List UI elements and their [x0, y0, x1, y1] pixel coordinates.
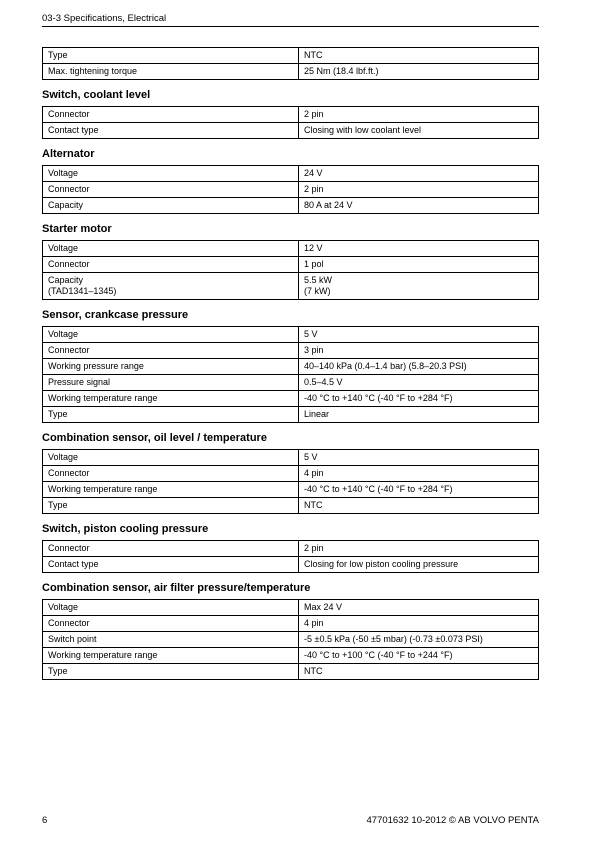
table-row — [43, 241, 539, 257]
spec-label: Connector — [48, 618, 90, 628]
spec-label-cell — [43, 632, 299, 648]
spec-value: 2 pin — [304, 543, 324, 553]
table-row — [43, 182, 539, 198]
spec-table — [42, 326, 539, 423]
spec-label-cell — [43, 107, 299, 123]
section-title: Starter motor — [42, 223, 112, 235]
spec-section-alternator — [42, 148, 539, 214]
spec-value-cell — [299, 466, 539, 482]
table-row — [43, 466, 539, 482]
section-title: Sensor, crankcase pressure — [42, 309, 189, 321]
section-title: Combination sensor, air filter pressure/temperature — [42, 582, 311, 594]
spec-label: Max. tightening torque — [48, 66, 138, 76]
spec-label-cell — [43, 600, 299, 616]
spec-label: Type — [48, 409, 68, 419]
spec-value-cell — [299, 648, 539, 664]
spec-section-switch-coolant-level — [42, 89, 539, 139]
spec-value-cell — [299, 616, 539, 632]
spec-value: 24 V — [304, 168, 323, 178]
spec-value-cell — [299, 64, 539, 80]
spec-value: 40–140 kPa (0.4–1.4 bar) (5.8–20.3 PSI) — [304, 361, 467, 371]
table-row — [43, 648, 539, 664]
spec-value-cell — [299, 241, 539, 257]
spec-label-cell — [43, 359, 299, 375]
spec-value-cell — [299, 498, 539, 514]
spec-label: Working temperature range — [48, 393, 158, 403]
spec-value: 2 pin — [304, 184, 324, 194]
table-row — [43, 107, 539, 123]
section-title: Combination sensor, oil level / temperature — [42, 432, 267, 444]
page-number: 6 — [42, 815, 48, 826]
spec-table — [42, 106, 539, 139]
spec-section-starter-motor — [42, 223, 539, 300]
table-row — [43, 616, 539, 632]
spec-value-cell — [299, 375, 539, 391]
spec-value: 3 pin — [304, 345, 324, 355]
spec-table — [42, 165, 539, 214]
spec-value: 1 pol — [304, 259, 324, 269]
spec-value-cell — [299, 632, 539, 648]
spec-value: 2 pin — [304, 109, 324, 119]
spec-label: Voltage — [48, 452, 79, 462]
spec-label-cell — [43, 198, 299, 214]
table-row — [43, 64, 539, 80]
table-row — [43, 327, 539, 343]
spec-value-cell — [299, 107, 539, 123]
spec-label: Connector — [48, 468, 90, 478]
table-row — [43, 166, 539, 182]
spec-value: 25 Nm (18.4 lbf.ft.) — [304, 66, 379, 76]
spec-value-cell — [299, 198, 539, 214]
spec-label: Working temperature range — [48, 650, 158, 660]
spec-table — [42, 240, 539, 300]
spec-table — [42, 449, 539, 514]
spec-label: Pressure signal — [48, 377, 111, 387]
spec-label: Switch point — [48, 634, 97, 644]
spec-label: Contact type — [48, 559, 99, 569]
spec-value-cell — [299, 182, 539, 198]
table-row — [43, 664, 539, 680]
document-info: 47701632 10-2012 © AB VOLVO PENTA — [366, 815, 539, 826]
spec-label-cell — [43, 48, 299, 64]
spec-label-cell — [43, 482, 299, 498]
spec-value: 5.5 kW — [304, 275, 333, 285]
table-row — [43, 359, 539, 375]
spec-label-cell — [43, 241, 299, 257]
table-row — [43, 343, 539, 359]
table-row — [43, 123, 539, 139]
table-row — [43, 498, 539, 514]
spec-label: (TAD1341–1345) — [48, 286, 117, 296]
table-row — [43, 48, 539, 64]
spec-label: Contact type — [48, 125, 99, 135]
spec-value: Closing with low coolant level — [304, 125, 422, 135]
spec-value: 5 V — [304, 452, 318, 462]
spec-label-cell — [43, 182, 299, 198]
spec-value-cell — [299, 359, 539, 375]
table-row — [43, 632, 539, 648]
spec-section-switch-piston-cooling-pressure — [42, 523, 539, 573]
spec-table — [42, 47, 539, 80]
spec-value: 0.5–4.5 V — [304, 377, 343, 387]
section-title: Alternator — [42, 148, 95, 160]
spec-value: -40 °C to +100 °C (-40 °F to +244 °F) — [304, 650, 453, 660]
spec-value-cell — [299, 391, 539, 407]
spec-label: Voltage — [48, 602, 79, 612]
table-row — [43, 198, 539, 214]
spec-value: (7 kW) — [304, 286, 331, 296]
spec-value-cell — [299, 557, 539, 573]
spec-value-cell — [299, 48, 539, 64]
table-row — [43, 557, 539, 573]
spec-label-cell — [43, 407, 299, 423]
spec-value-cell — [299, 450, 539, 466]
table-row — [43, 450, 539, 466]
spec-label: Working temperature range — [48, 484, 158, 494]
table-row — [43, 273, 539, 300]
spec-table — [42, 599, 539, 680]
spec-label: Voltage — [48, 243, 79, 253]
spec-value: Closing for low piston cooling pressure — [304, 559, 459, 569]
spec-value: -40 °C to +140 °C (-40 °F to +284 °F) — [304, 393, 453, 403]
spec-label-cell — [43, 541, 299, 557]
spec-label: Working pressure range — [48, 361, 144, 371]
spec-value-cell — [299, 407, 539, 423]
spec-label: Connector — [48, 109, 90, 119]
spec-value-cell — [299, 600, 539, 616]
spec-label-cell — [43, 648, 299, 664]
spec-section-continued — [42, 47, 539, 80]
spec-value-cell — [299, 257, 539, 273]
spec-value: NTC — [304, 50, 323, 60]
spec-section-combination-sensor-oil-level-temperature — [42, 432, 539, 514]
spec-label: Type — [48, 50, 68, 60]
spec-section-combination-sensor-air-filter-pressure-temperature — [42, 582, 539, 680]
spec-value-cell — [299, 166, 539, 182]
spec-value: -5 ±0.5 kPa (-50 ±5 mbar) (-0.73 ±0.073 PSI) — [304, 634, 483, 644]
spec-value: Linear — [304, 409, 330, 419]
spec-label-cell — [43, 498, 299, 514]
spec-section-sensor-crankcase-pressure — [42, 309, 539, 423]
spec-label-cell — [43, 557, 299, 573]
spec-label: Capacity — [48, 275, 84, 285]
spec-value: 80 A at 24 V — [304, 200, 353, 210]
spec-label-cell — [43, 64, 299, 80]
spec-value-cell — [299, 664, 539, 680]
spec-value-cell — [299, 273, 539, 300]
table-row — [43, 391, 539, 407]
spec-label-cell — [43, 664, 299, 680]
spec-value-cell — [299, 482, 539, 498]
spec-value-cell — [299, 327, 539, 343]
spec-label: Type — [48, 500, 68, 510]
spec-label-cell — [43, 257, 299, 273]
spec-value-cell — [299, 541, 539, 557]
spec-label: Capacity — [48, 200, 84, 210]
table-row — [43, 257, 539, 273]
spec-label: Voltage — [48, 168, 79, 178]
page-header — [42, 13, 539, 27]
spec-label-cell — [43, 375, 299, 391]
section-title: Switch, coolant level — [42, 89, 151, 101]
spec-label-cell — [43, 616, 299, 632]
spec-value-cell — [299, 123, 539, 139]
spec-label-cell — [43, 166, 299, 182]
spec-value: NTC — [304, 500, 323, 510]
spec-label-cell — [43, 466, 299, 482]
spec-label-cell — [43, 273, 299, 300]
spec-label-cell — [43, 343, 299, 359]
spec-value: -40 °C to +140 °C (-40 °F to +284 °F) — [304, 484, 453, 494]
table-row — [43, 482, 539, 498]
spec-value: 4 pin — [304, 468, 324, 478]
table-row — [43, 541, 539, 557]
spec-label: Connector — [48, 543, 90, 553]
section-title: Switch, piston cooling pressure — [42, 523, 209, 535]
table-row — [43, 600, 539, 616]
spec-label-cell — [43, 391, 299, 407]
spec-label-cell — [43, 450, 299, 466]
table-row — [43, 407, 539, 423]
spec-label-cell — [43, 327, 299, 343]
spec-content — [42, 47, 539, 680]
spec-label: Connector — [48, 259, 90, 269]
spec-value: NTC — [304, 666, 323, 676]
spec-label-cell — [43, 123, 299, 139]
spec-value: 4 pin — [304, 618, 324, 628]
spec-value-cell — [299, 343, 539, 359]
spec-value: 5 V — [304, 329, 318, 339]
spec-value: Max 24 V — [304, 602, 343, 612]
table-row — [43, 375, 539, 391]
spec-value: 12 V — [304, 243, 323, 253]
spec-label: Connector — [48, 345, 90, 355]
header-title: 03-3 Specifications, Electrical — [42, 13, 167, 24]
spec-label: Type — [48, 666, 68, 676]
spec-table — [42, 540, 539, 573]
spec-label: Voltage — [48, 329, 79, 339]
spec-label: Connector — [48, 184, 90, 194]
